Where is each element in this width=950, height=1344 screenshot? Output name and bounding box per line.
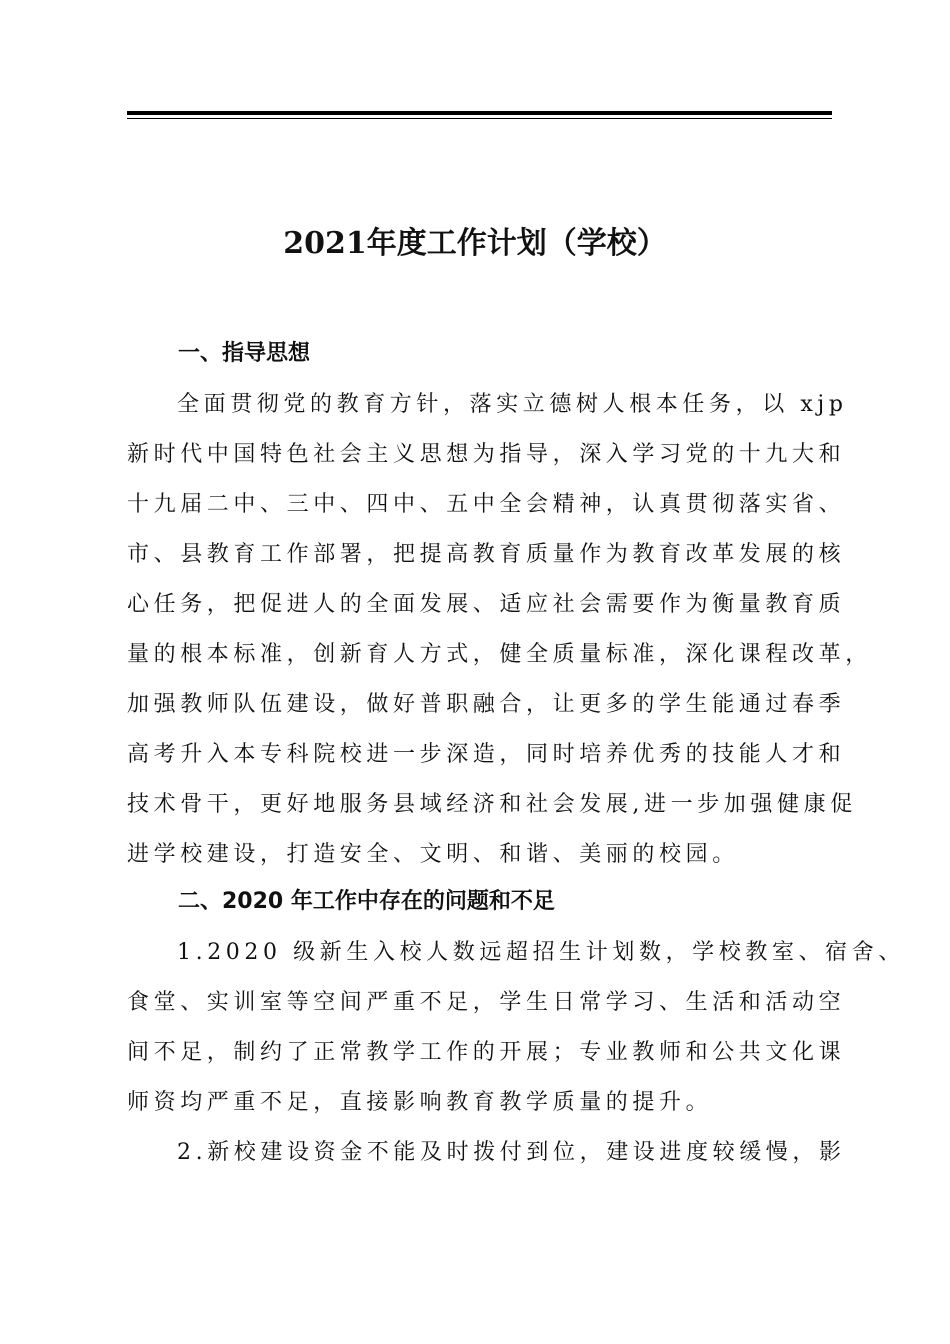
paragraph-line: 食堂、实训室等空间严重不足，学生日常学习、生活和活动空: [127, 990, 846, 1015]
paragraph-line: 技术骨干，更好地服务县域经济和社会发展,进一步加强健康促: [127, 792, 857, 817]
paragraph-line: 新时代中国特色社会主义思想为指导，深入学习党的十九大和: [127, 442, 846, 467]
paragraph-line: 间不足，制约了正常教学工作的开展；专业教师和公共文化课: [127, 1040, 846, 1065]
document-title: 2021年度工作计划（学校）: [283, 226, 667, 261]
paragraph-line: 全面贯彻党的教育方针，落实立德树人根本任务，以 xjp: [177, 392, 848, 417]
paragraph-line: 市、县教育工作部署，把提高教育质量作为教育改革发展的核: [127, 542, 846, 567]
section2-item2-paragraph: [127, 1128, 846, 1178]
section-heading-problems: 二、2020 年工作中存在的问题和不足: [178, 889, 555, 914]
section2-item1-paragraph: [127, 928, 905, 1128]
paragraph-line: 进学校建设，打造安全、文明、和谐、美丽的校园。: [127, 842, 739, 867]
paragraph-line: 1.2020 级新生入校人数远超招生计划数，学校教室、宿舍、: [177, 940, 905, 965]
header-rule-thin: [127, 118, 832, 119]
paragraph-line: 心任务，把促进人的全面发展、适应社会需要作为衡量教育质: [127, 592, 846, 617]
section-heading-guiding-ideology: 一、指导思想: [178, 341, 311, 366]
header-rule-thick: [127, 111, 832, 115]
section1-paragraph: [127, 380, 872, 880]
paragraph-line: 高考升入本专科院校进一步深造，同时培养优秀的技能人才和: [127, 742, 846, 767]
paragraph-line: 2.新校建设资金不能及时拨付到位，建设进度较缓慢，影: [177, 1140, 846, 1165]
paragraph-line: 量的根本标准，创新育人方式，健全质量标准，深化课程改革，: [127, 642, 872, 667]
paragraph-line: 师资均严重不足，直接影响教育教学质量的提升。: [127, 1090, 713, 1115]
paragraph-line: 十九届二中、三中、四中、五中全会精神，认真贯彻落实省、: [127, 492, 846, 517]
paragraph-line: 加强教师队伍建设，做好普职融合，让更多的学生能通过春季: [127, 692, 846, 717]
